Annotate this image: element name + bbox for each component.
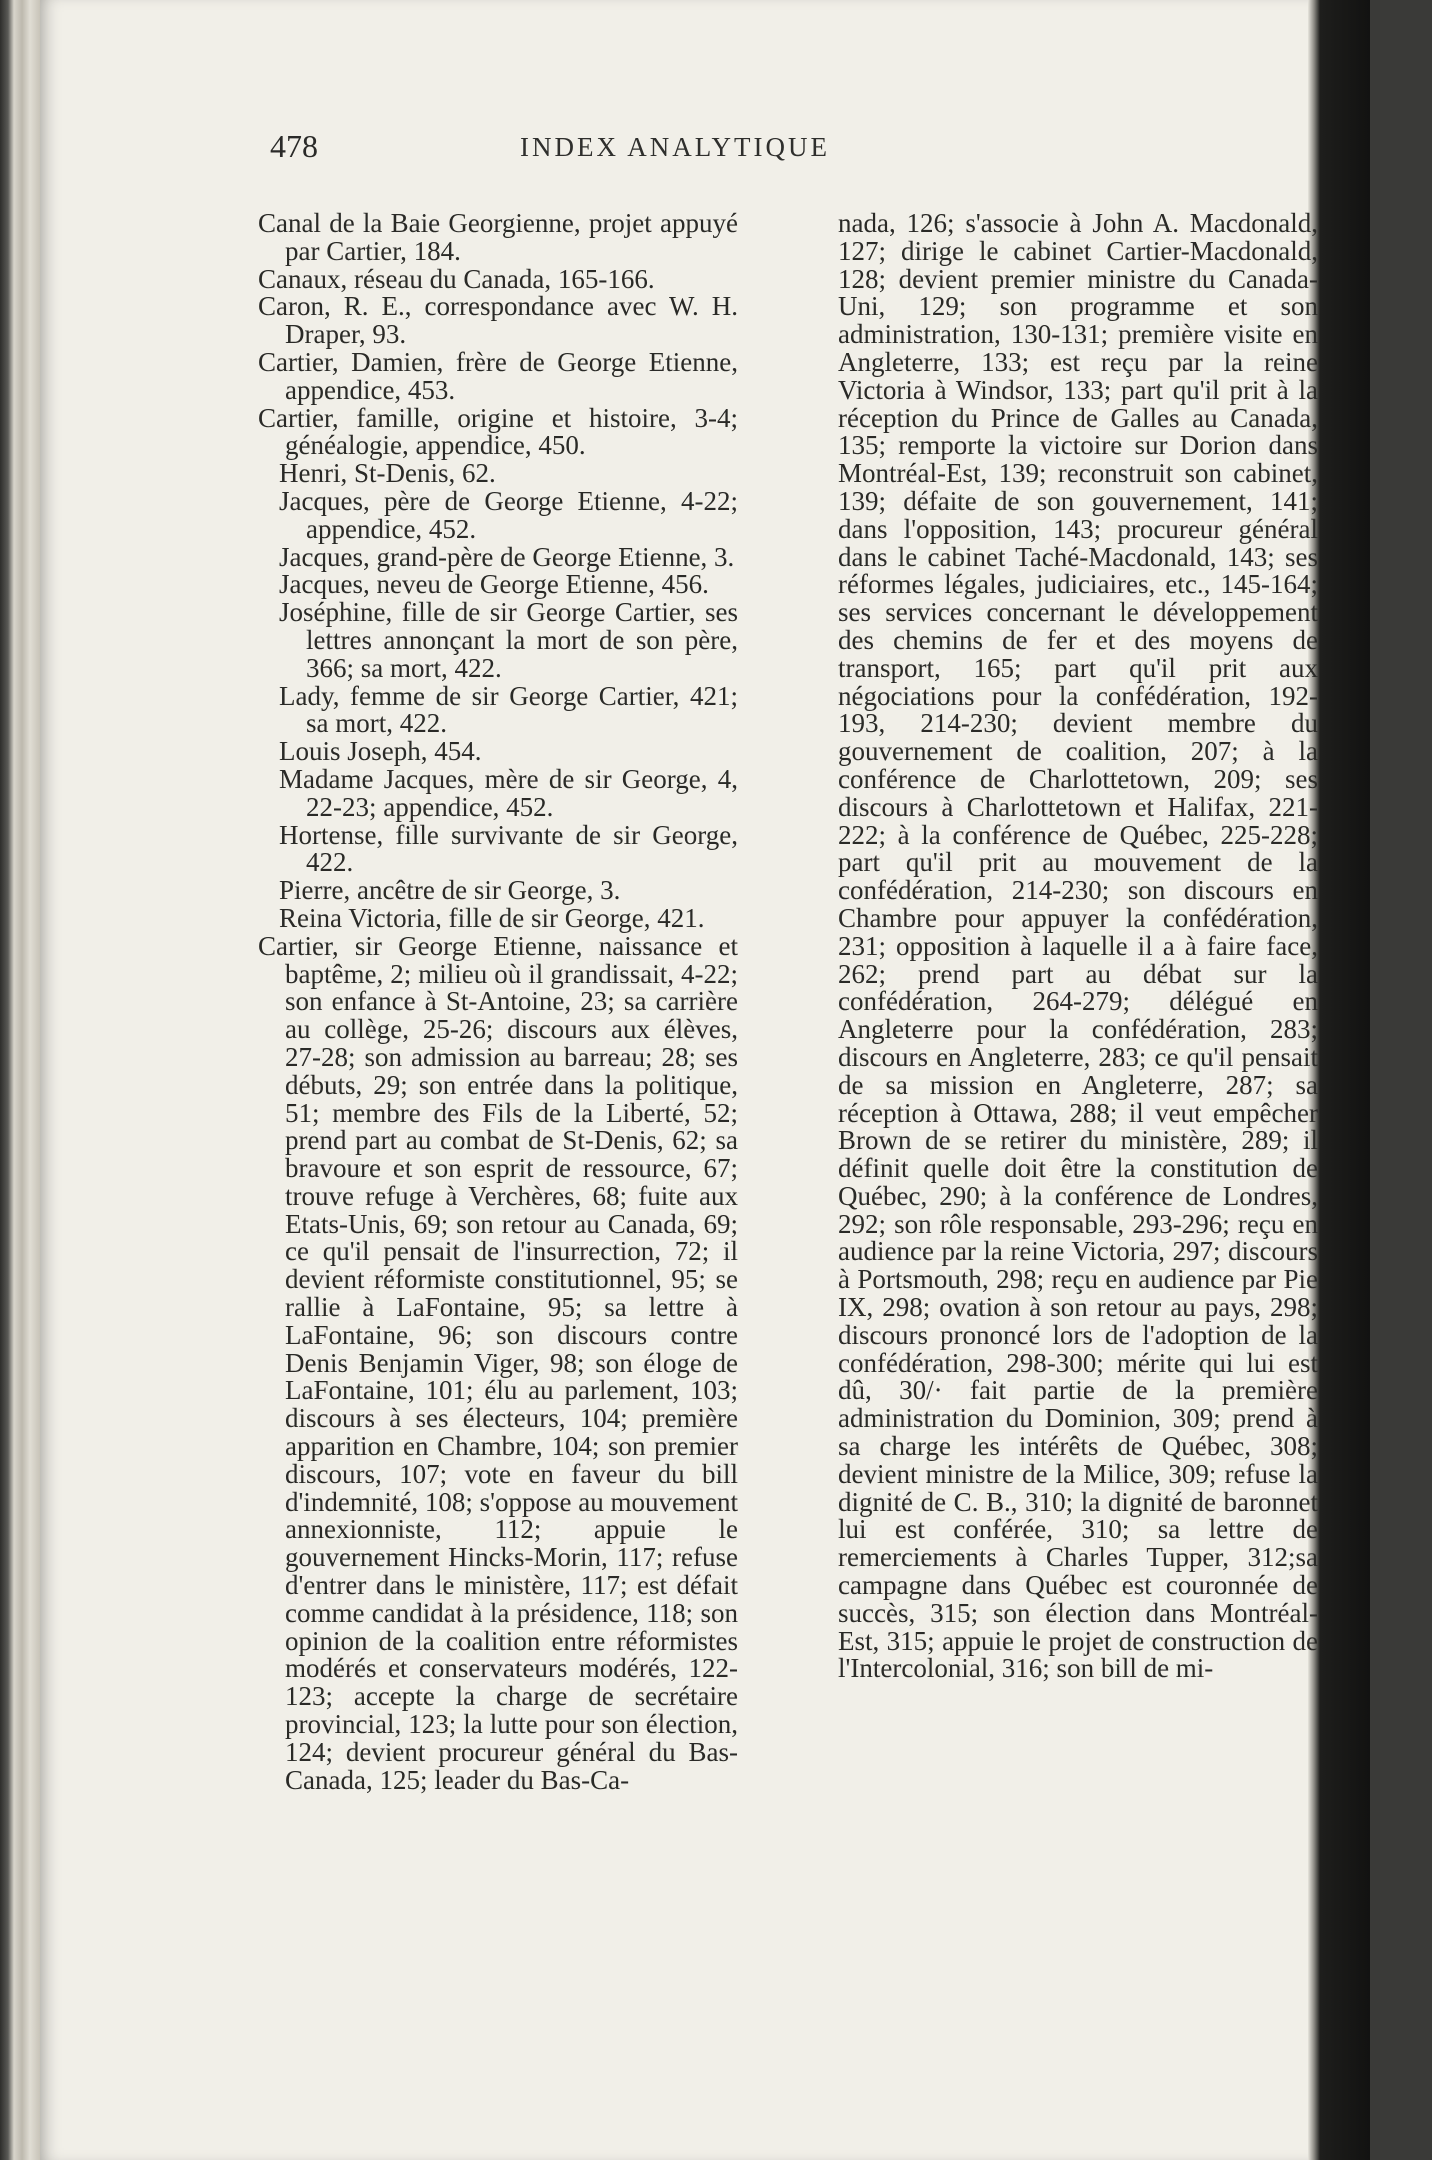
index-entry-continuation: nada, 126; s'associe à John A. Macdonald, 127; dirige le cabinet Cartier-Macdonald, 128; devient premier ministre du Canada-Uni, 129; son programme et son administration, 130-131; première visite en Angleterre, 133; est reçu par la reine Victoria à Windsor, 133; part qu'il prit à la réception du Prince de Galles au Canada, 135; remporte la victoire sur Dorion dans Montréal-Est, 139; reconstruit son cabinet, 139; défaite de son gouvernement, 141; dans l'opposition, 143; procureur général dans le cabinet Taché-Macdonald, 143; ses réformes légales, judiciaires, etc., 145-164; ses services concernant le développement des chemins de fer et des moyens de transport, 165; part qu'il prit aux négociations pour la confédération, 192-193, 214-230; devient membre du gouvernement de coalition, 207; à la conférence de Charlottetown, 209; ses discours à Charlottetown et Halifax, 221-222; à la conférence de Québec, 225-228; part qu'il prit au mouvement de la confédération, 214-230; son discours en Chambre pour appuyer la confédération, 231; opposition à laquelle il a à faire face, 262; prend part au débat sur la confédération, 264-279; délégué en Angleterre pour la confédération, 283; discours en Angleterre, 283; ce qu'il pensait de sa mission en Angleterre, 287; sa réception à Ottawa, 288; il veut empêcher Brown de se retirer du ministère, 289; il définit quelle doit être la constitution de Québec, 290; à la conférence de Londres, 292; son rôle responsable, 293-296; reçu en audience par la reine Victoria, 297; discours à Portsmouth, 298; reçu en audience par Pie IX, 298; ovation à son retour au pays, 298; discours prononcé lors de l'adoption de la confédération, 298-300; mérite qui lui est dû, 30/· fait partie de la première administration du Dominion, 309; prend à sa charge les intérêts de Québec, 308; devient ministre de la Milice, 309; refuse la dignité de C. B., 310; la dignité de baronnet lui est conférée, 310; sa lettre de remerciements à Charles Tupper, 312;sa campagne dans Québec est couronnée de succès, 315; son élection dans Montréal-Est, 315; appuie le projet de construction de l'Intercolonial, 316; son bill de mi- — [838, 208, 1318, 1684]
index-subentry: Lady, femme de sir George Cartier, 421; sa mort, 422. — [279, 680, 738, 739]
index-subentry: Pierre, ancêtre de sir George, 3. — [279, 875, 621, 906]
index-subentry: Louis Joseph, 454. — [279, 736, 482, 767]
index-entry: Canaux, réseau du Canada, 165-166. — [258, 263, 655, 294]
index-subentry: Hortense, fille survivante de sir George, 422. — [279, 819, 738, 878]
index-subentry: Henri, St-Denis, 62. — [279, 458, 496, 489]
index-subentry: Joséphine, fille de sir George Cartier, ses lettres annonçant la mort de son père, 366; sa mort, 422. — [279, 597, 738, 683]
index-column-left — [258, 210, 738, 1794]
index-column-right — [838, 210, 1318, 1683]
index-subentry: Jacques, père de George Etienne, 4-22; appendice, 452. — [279, 485, 738, 544]
index-entry: Caron, R. E., correspondance avec W. H. Draper, 93. — [258, 291, 738, 350]
index-entry: Cartier, famille, origine et histoire, 3-4; généalogie, appendice, 450. — [258, 402, 738, 461]
index-subentry: Madame Jacques, mère de sir George, 4, 22-23; appendice, 452. — [279, 763, 738, 822]
index-entry: Cartier, Damien, frère de George Etienne, appendice, 453. — [258, 346, 738, 405]
page-number: 478 — [270, 128, 318, 164]
index-entry: Cartier, sir George Etienne, naissance et baptême, 2; milieu où il grandissait, 4-22; son enfance à St-Antoine, 23; sa carrière au collège, 25-26; discours aux élèves, 27-28; son admission au barreau; 28; ses débuts, 29; son entrée dans la politique, 51; membre des Fils de la Liberté, 52; prend part au combat de St-Denis, 62; sa bravoure et son esprit de ressource, 67; trouve refuge à Verchères, 68; fuite aux Etats-Unis, 69; son retour au Canada, 69; ce qu'il pensait de l'insurrection, 72; il devient réformiste constitutionnel, 95; se rallie à LaFontaine, 95; sa lettre à LaFontaine, 96; son discours contre Denis Benjamin Viger, 98; son éloge de LaFontaine, 101; élu au parlement, 103; discours à ses électeurs, 104; première apparition en Chambre, 104; son premier discours, 107; vote en faveur du bill d'indemnité, 108; s'oppose au mouvement annexionniste, 112; appuie le gouvernement Hincks-Morin, 117; refuse d'entrer dans le ministère, 117; est défait comme candidat à la présidence, 118; son opinion de la coalition entre réformistes modérés et conservateurs modérés, 122-123; accepte la charge de secrétaire provincial, 123; la lutte pour son élection, 124; devient procureur général du Bas-Canada, 125; leader du Bas-Ca- — [258, 930, 738, 1795]
running-title: INDEX ANALYTIQUE — [520, 132, 830, 162]
index-subentry: Jacques, grand-père de George Etienne, 3. — [279, 541, 735, 572]
index-subentry: Jacques, neveu de George Etienne, 456. — [279, 569, 709, 600]
index-subentry: Reina Victoria, fille de sir George, 421. — [279, 902, 705, 933]
page-header — [270, 128, 1080, 178]
index-entry: Canal de la Baie Georgienne, projet appuyé par Cartier, 184. — [258, 208, 738, 266]
